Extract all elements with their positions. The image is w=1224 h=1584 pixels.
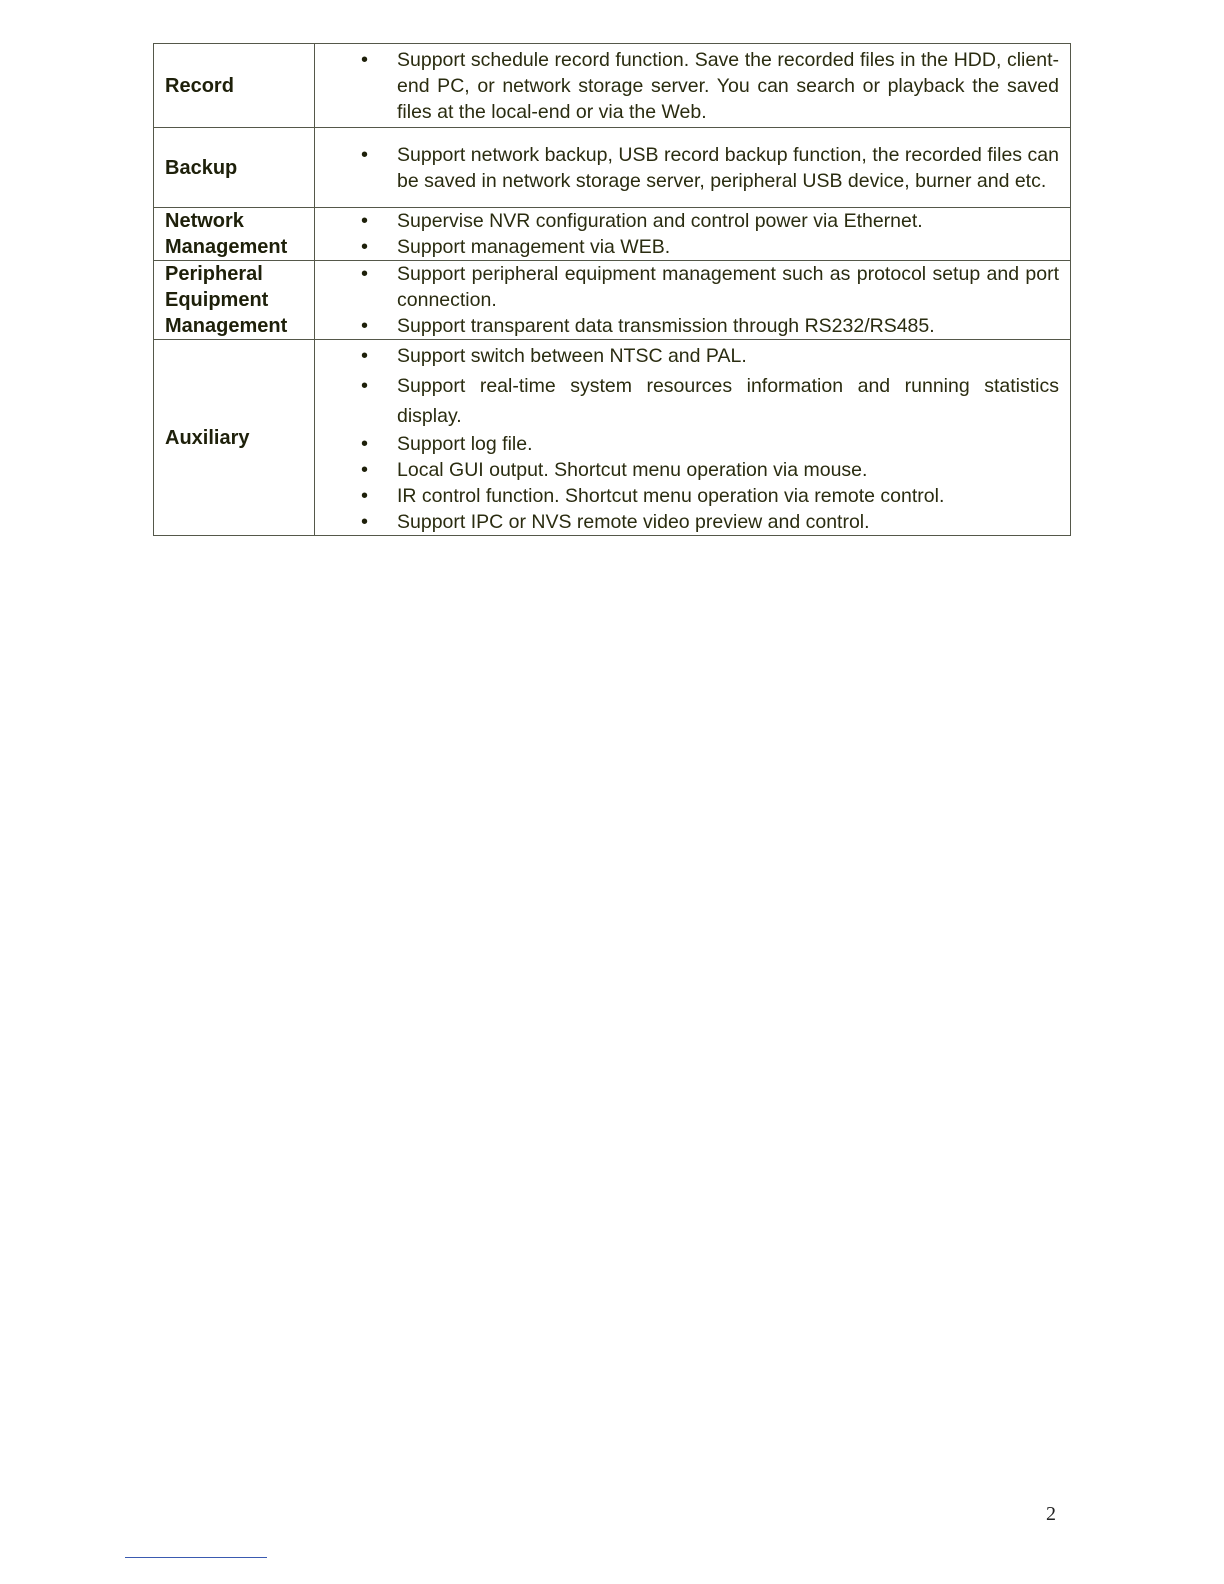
bullet-list [315,208,1059,260]
table-row-record [154,44,1071,128]
row-label-peripheral-equipment-management: Peripheral Equipment Management [154,261,315,340]
bullet-list [315,341,1059,535]
bullet-item: • Support peripheral equipment management such as protocol setup and port connection. [315,261,1059,313]
row-label-network-management: Network Management [154,208,315,261]
table-row-peripheral-equipment-management [154,261,1071,340]
table-row-backup [154,128,1071,208]
bullet-item: • Supervise NVR configuration and control power via Ethernet. [315,208,1059,234]
bullet-item: • Support IPC or NVS remote video preview and control. [315,509,1059,535]
bullet-item: • Support log file. [315,431,1059,457]
bullet-item: • Local GUI output. Shortcut menu operation via mouse. [315,457,1059,483]
table-row-network-management [154,208,1071,261]
bullet-item: • Support real-time system resources information and running statistics display. [315,371,1059,431]
row-label-auxiliary: Auxiliary [154,340,315,536]
bullet-item: • Support network backup, USB record backup function, the recorded files can be saved in network storage server, peripheral USB device, burner and etc. [315,142,1059,194]
bullet-item: • Support switch between NTSC and PAL. [315,341,1059,371]
bullet-list [315,261,1059,339]
bullet-list [315,47,1059,125]
bullet-item: • Support transparent data transmission through RS232/RS485. [315,313,1059,339]
row-description-auxiliary [315,340,1071,536]
row-label-backup: Backup [154,128,315,208]
bullet-item: • Support management via WEB. [315,234,1059,260]
row-description-network-management [315,208,1071,261]
bullet-item: • Support schedule record function. Save the recorded files in the HDD, client-end PC, or network storage server. You can search or playback the saved files at the local-end or via the Web. [315,47,1059,125]
page-number: 2 [1046,1503,1056,1525]
row-description-backup [315,128,1071,208]
feature-table [153,43,1071,536]
row-label-record: Record [154,44,315,128]
footnote-divider [125,1557,267,1558]
bullet-item: • IR control function. Shortcut menu operation via remote control. [315,483,1059,509]
bullet-list [315,142,1059,194]
row-description-peripheral-equipment-management [315,261,1071,340]
table-row-auxiliary [154,340,1071,536]
row-description-record [315,44,1071,128]
